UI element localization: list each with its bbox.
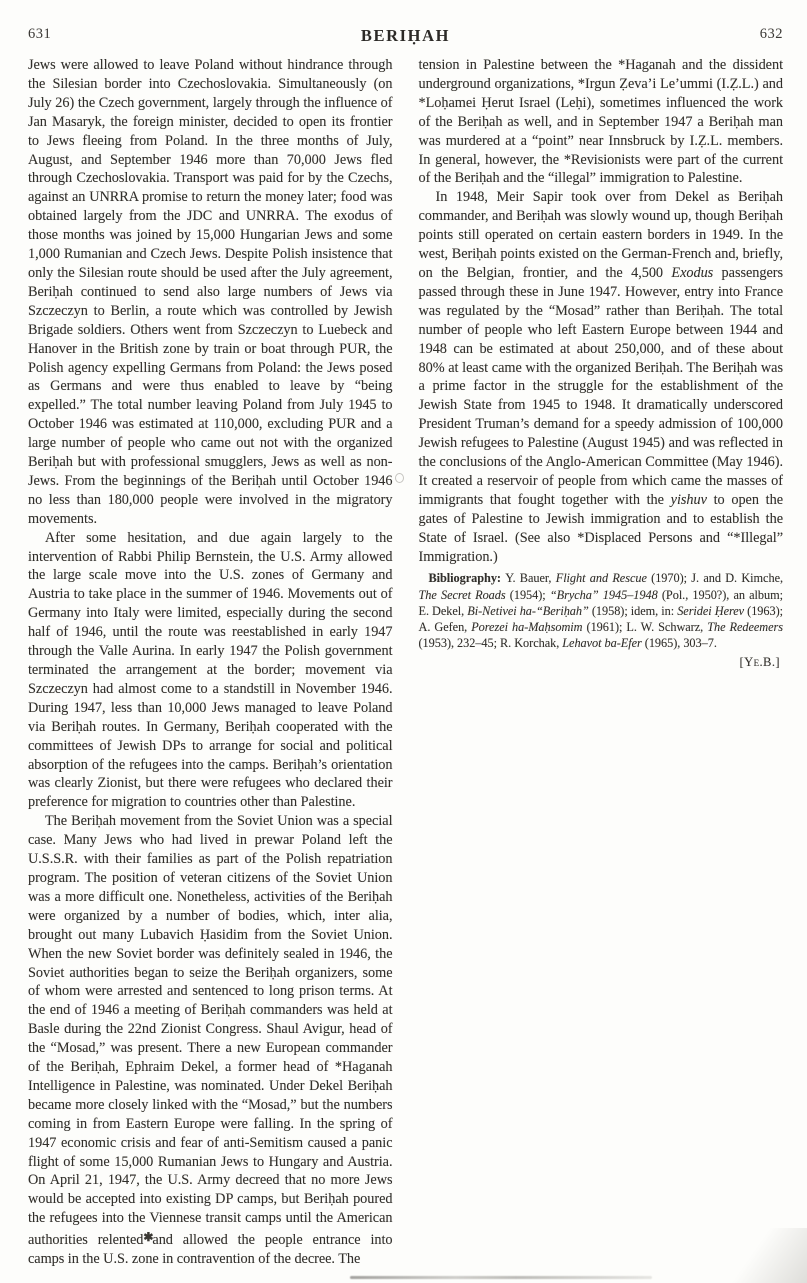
scan-artifact-bottom-smudge bbox=[350, 1276, 652, 1279]
paragraph-poland-exodus: Jews were allowed to leave Poland without hindrance through the Silesian border into Czechoslovakia. Simultaneously (on July 26) the Czech government, largely through the influence of Jan Masaryk, the foreign minister, decided to open its frontier to Jews fleeing from Poland. In the three months of July, August, and September 1946 more than 70,000 Jews fled through Czechoslovakia. Transport was paid for by the Czechs, against an UNRRA promise to return the money later; food was obtained largely from the JDC and UNRRA. The exodus of those months was joined by 15,000 Hungarian Jews and some 1,000 Rumanian and Czech Jews. Despite Polish insistence that only the Silesian route should be used after the July agreement, Beriḥah continued to send also large numbers of Jews via Szczeczyn to Berlin, a route which was controlled by Jewish Brigade soldiers. Others went from Szczeczyn to Luebeck and Hanover in the British zone by train or boat through PUR, the Polish agency expelling Germans from Poland: the Jews posed as Germans and were thus enabled to leave by “being expelled.” The total number leaving Poland from July 1945 to October 1946 was estimated at 110,000, excluding PUR and a large number of people who came out not with the organized Beriḥah but with professional smugglers, Jews as well as non-Jews. From the beginnings of the Beriḥah until October 1946 no less than 180,000 people were involved in the migratory movements. bbox=[28, 57, 393, 527]
paragraph-soviet-union: The Beriḥah movement from the Soviet Union was a special case. Many Jews who had lived in prewar Poland left the U.S.S.R. with their families as part of the Polish repatriation program. The position of veteran citizens of the Soviet Union was a more difficult one. Nonetheless, activities of the Beriḥah were organized by a number of bodies, which, inter alia, brought out many Lubavich Ḥasidim from the Soviet Union. When the new Soviet border was definitely sealed in 1946, the Soviet authorities began to seize the Beriḥah organizers, some of whom were arrested and sentenced to long prison terms. At the end of 1946 a meeting of Beriḥah commanders was held at Basle during the 22nd Zionist Congress. Shaul Avigur, head of the “Mosad,” was present. There a new European commander of the Beriḥah, Ephraim Dekel, a former head of *Haganah Intelligence in Palestine, was nominated. Under Dekel Beriḥah became more closely linked with the “Mosad,” but the numbers coming in from Eastern Europe were falling. In the spring of 1947 economic crisis and fear of anti-Semitism caused a panic flight of some 15,000 Rumanian Jews to Hungary and Austria. On April 21, 1947, the U.S. Army decreed that no more Jews would be accepted into existing DP camps, but Beriḥah poured the refugees into the Viennese transit camps until the American authorities relented✱and allowed the people entrance into camps in the U.S. zone in contravention of the decree. The bbox=[28, 813, 393, 1268]
left-column bbox=[28, 56, 393, 1269]
bibliography: Bibliography: Y. Bauer, Flight and Rescue (1970); J. and D. Kimche, The Secret Roads (1954); “Brycha” 1945–1948 (Pol., 1950?), an album; E. Dekel, Bi-Netivei ha-“Beriḥah” (1958); idem, in: Seridei Ḥerev (1963); A. Gefen, Porezei ha-Maḥsomim (1961); L. W. Schwarz, The Redeemers (1953), 232–45; R. Korchak, Lehavot ba-Efer (1965), 303–7. bbox=[418, 571, 784, 650]
text-columns bbox=[28, 56, 783, 1269]
paragraph-wind-up: In 1948, Meir Sapir took over from Dekel as Beriḥah commander, and Beriḥah was slowly wound up, though Beriḥah points still operated on certain eastern borders in 1949. In the west, Beriḥah points existed on the German-French and, briefly, on the Belgian, frontier, and the 4,500 Exodus passengers passed through these in June 1947. However, entry into France was regulated by the “Mosad” rather than Beriḥah. The total number of people who left Eastern Europe between 1944 and 1948 can be estimated at about 250,000, and of these about 80% at least came with the organized Beriḥah. The Beriḥah was a prime factor in the struggle for the establishment of the Jewish State from 1945 to 1948. It dramatically underscored President Truman’s demand for a speedy admission of 100,000 Jewish refugees to Palestine (August 1945) and was reflected in the conclusions of the Anglo-American Committee (May 1946). It created a reservoir of people from which came the masses of immigrants that fought together with the yishuv to open the gates of Palestine to Jewish immigration and to establish the State of Israel. (See also *Displaced Persons and “*Illegal” Immigration.) bbox=[418, 189, 783, 565]
author-signature: [Ye.B.] bbox=[739, 654, 780, 669]
paragraph-palestine-tension: tension in Palestine between the *Haganah and the dissident underground organizations, *Irgun Ẓeva’i Le’ummi (I.Ẓ.L.) and *Loḥamei Ḥerut Israel (Leḥi), sometimes influenced the work of the Beriḥah as well, and in September 1947 a Beriḥah man was murdered at a “point” near Innsbruck by I.Ẓ.L. members. In general, however, the *Revisionists were part of the current of the Beriḥah and the “illegal” immigration to Palestine. bbox=[418, 57, 783, 187]
page-number-left: 631 bbox=[28, 26, 52, 42]
page-number-right: 632 bbox=[759, 26, 783, 42]
page-header bbox=[28, 26, 783, 43]
right-column bbox=[419, 56, 784, 1269]
paragraph-us-zones: After some hesitation, and due again largely to the intervention of Rabbi Philip Bernstein, the U.S. Army allowed the large scale move into the U.S. zones of Germany and Austria to take place in the summer of 1946. Movements out of Germany into Italy were limited, especially during the second half of 1946, until the route was reestablished in early 1947 through the Valle Aurina. In early 1947 the Polish government terminated the arrangement at the border; movement via Szczeczyn had almost come to a standstill in November 1946. During 1947, less than 10,000 Jews managed to leave Poland via Beriḥah routes. In Germany, Beriḥah cooperated with the committees of Jewish DPs to arrange for social and political absorption of the refugees into the camps. Beriḥah’s orientation was clearly Zionist, but there were refugees who declared their preference for migration to countries other than Palestine. bbox=[28, 529, 393, 811]
entry-title: BERIḤAH bbox=[360, 26, 451, 45]
